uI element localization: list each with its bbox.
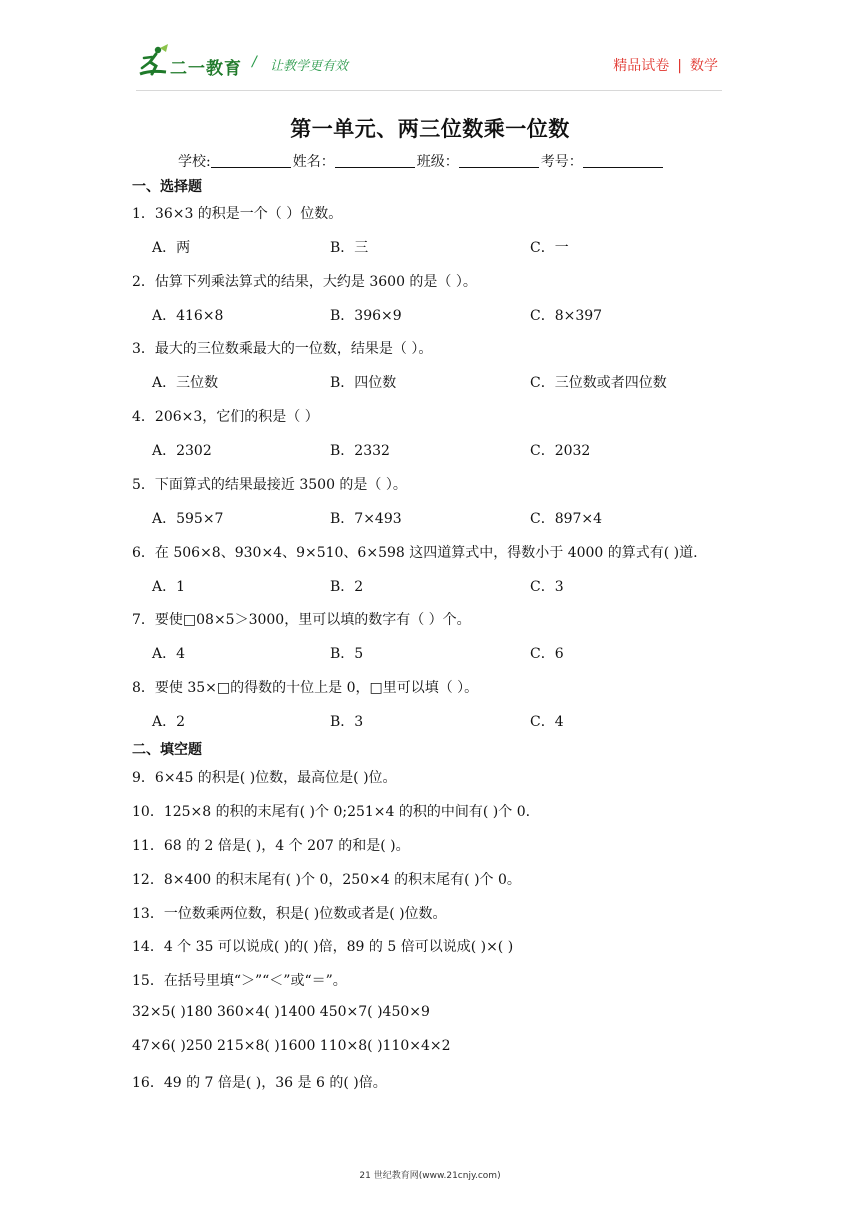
- tag-subject: 数学: [690, 58, 718, 74]
- class-label: 班级：: [416, 154, 459, 170]
- q7-option-b: B．5: [330, 646, 364, 662]
- q1-option-a: A．两: [152, 240, 191, 256]
- exam-no-label: 考号：: [540, 154, 583, 170]
- logo-slogan: 让教学更有效: [270, 59, 349, 74]
- q6-option-c: C．3: [530, 579, 564, 595]
- logo-text: 二一教育: [170, 59, 242, 79]
- tag-separator: |: [677, 58, 682, 74]
- q4-option-a: A．2302: [152, 443, 212, 459]
- header-divider: [136, 90, 722, 91]
- question-4: 4．206×3，它们的积是（ ）: [132, 409, 319, 425]
- runner-logo-icon: [136, 44, 170, 80]
- q6-option-b: B．2: [330, 579, 364, 595]
- section-choice-title: 一、选择题: [132, 179, 202, 195]
- header-tags: [613, 55, 718, 75]
- q2-option-a: A．416×8: [152, 308, 224, 324]
- question-16: 16．49 的 7 倍是( )，36 是 6 的( )倍。: [132, 1075, 387, 1091]
- q6-option-a: A．1: [152, 579, 186, 595]
- question-10: 10．125×8 的积的末尾有( )个 0;251×4 的积的中间有( )个 0.: [132, 804, 531, 820]
- q2-option-c: C．8×397: [530, 308, 603, 324]
- q8-option-a: A．2: [152, 714, 186, 730]
- q3-option-a: A．三位数: [152, 375, 219, 391]
- question-2: 2．估算下列乘法算式的结果，大约是 3600 的是（ ）。: [132, 274, 477, 290]
- q5-option-c: C．897×4: [530, 511, 603, 527]
- school-blank[interactable]: [211, 153, 291, 168]
- question-6: 6．在 506×8、930×4、9×510、6×598 这四道算式中，得数小于 4000 的算式有( )道.: [132, 545, 698, 561]
- q5-option-b: B．7×493: [330, 511, 402, 527]
- question-15-row-2: 47×6( )250 215×8( )1600 110×8( )110×4×2: [132, 1038, 451, 1054]
- question-12: 12．8×400 的积末尾有( )个 0，250×4 的积末尾有( )个 0。: [132, 872, 521, 888]
- q5-option-a: A．595×7: [152, 511, 224, 527]
- question-5: 5．下面算式的结果最接近 3500 的是（ ）。: [132, 477, 407, 493]
- q1-option-c: C．一: [530, 240, 569, 256]
- exam-no-blank[interactable]: [583, 153, 663, 168]
- question-15: 15．在括号里填“＞”“＜”或“＝”。: [132, 973, 347, 989]
- class-blank[interactable]: [459, 153, 539, 168]
- q4-option-b: B．2332: [330, 443, 390, 459]
- q8-option-b: B．3: [330, 714, 364, 730]
- question-8: 8．要使 35×□的得数的十位上是 0，□里可以填（ ）。: [132, 680, 479, 696]
- question-3: 3．最大的三位数乘最大的一位数，结果是（ ）。: [132, 341, 433, 357]
- student-info-line: [178, 151, 665, 171]
- q2-option-b: B．396×9: [330, 308, 402, 324]
- page-header: [0, 0, 860, 110]
- question-13: 13．一位数乘两位数，积是( )位数或者是( )位数。: [132, 906, 447, 922]
- q3-option-c: C．三位数或者四位数: [530, 375, 667, 391]
- q8-option-c: C．4: [530, 714, 564, 730]
- question-11: 11．68 的 2 倍是( )，4 个 207 的和是( )。: [132, 838, 410, 854]
- question-1: 1．36×3 的积是一个（ ）位数。: [132, 206, 343, 222]
- q4-option-c: C．2032: [530, 443, 591, 459]
- school-label: 学校:: [178, 154, 211, 170]
- q3-option-b: B．四位数: [330, 375, 397, 391]
- question-15-row-1: 32×5( )180 360×4( )1400 450×7( )450×9: [132, 1004, 430, 1020]
- question-7: 7．要使□08×5＞3000，里可以填的数字有（ ）个。: [132, 612, 471, 628]
- name-blank[interactable]: [335, 153, 415, 168]
- page-footer: 21 世纪教育网(www.21cnjy.com): [359, 1171, 501, 1181]
- tag-premium: 精品试卷: [613, 58, 670, 74]
- section-fill-title: 二、填空题: [132, 742, 202, 758]
- question-14: 14．4 个 35 可以说成( )的( )倍，89 的 5 倍可以说成( )×( ): [132, 939, 514, 955]
- logo: [136, 44, 386, 84]
- page-title: 第一单元、两三位数乘一位数: [290, 116, 570, 141]
- q7-option-a: A．4: [152, 646, 186, 662]
- q1-option-b: B．三: [330, 240, 369, 256]
- logo-slash: /: [252, 54, 257, 70]
- name-label: 姓名：: [292, 154, 335, 170]
- q7-option-c: C．6: [530, 646, 564, 662]
- question-9: 9．6×45 的积是( )位数，最高位是( )位。: [132, 770, 397, 786]
